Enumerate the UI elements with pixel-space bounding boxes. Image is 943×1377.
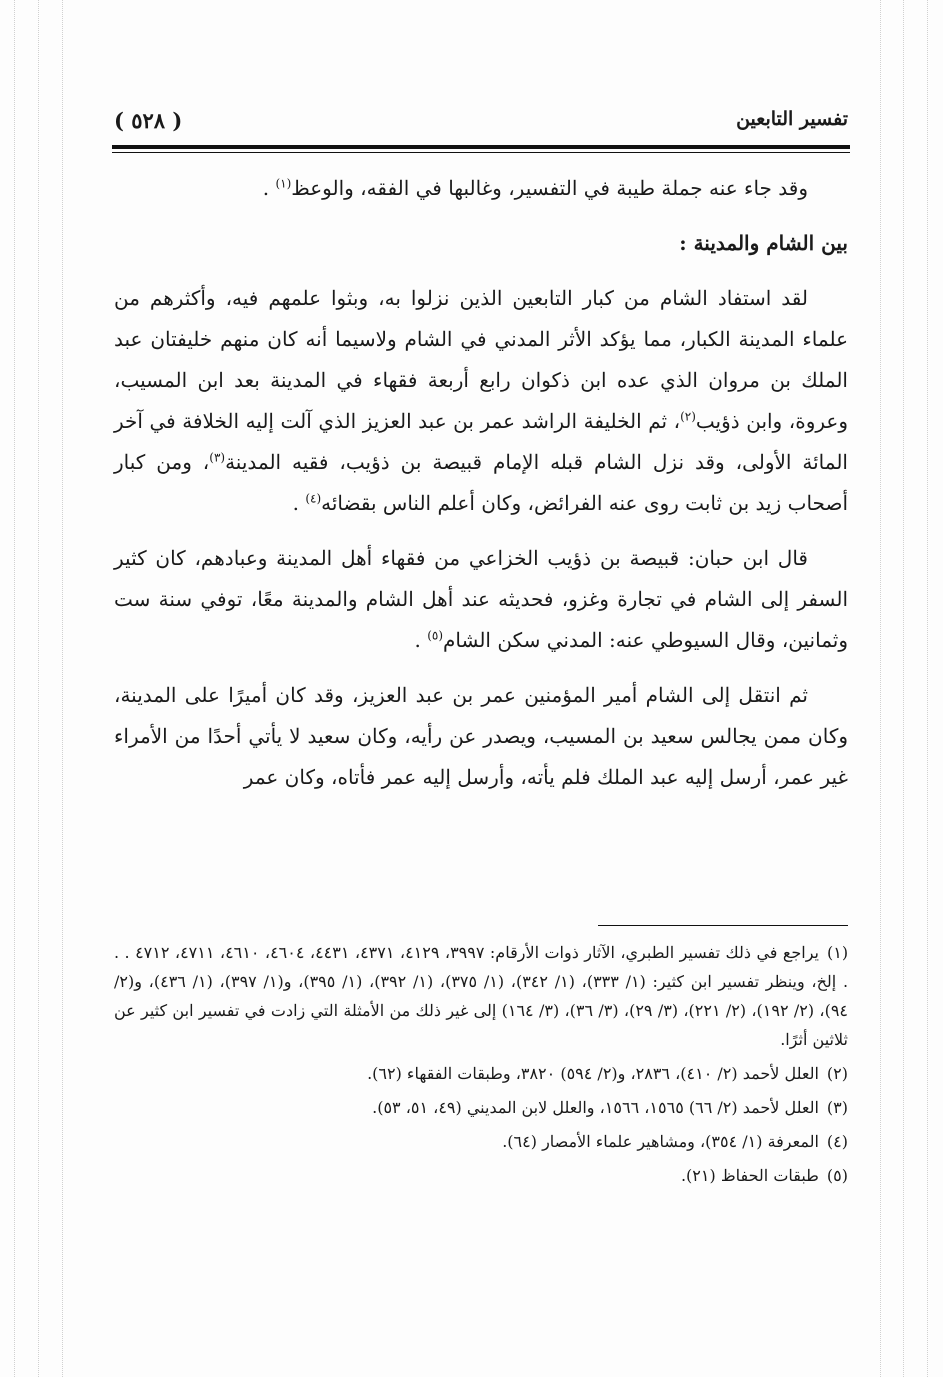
paragraph-2 xyxy=(114,278,848,524)
section-subheading: بين الشام والمدينة : xyxy=(679,231,848,255)
footnote-ref: (٥) xyxy=(427,628,444,643)
footnote-number: (٣) xyxy=(826,1098,848,1117)
header-rule-thin xyxy=(112,152,850,153)
page-number: ( ٥٢٨ ) xyxy=(114,108,183,133)
paragraph-3-text: قال ابن حبان: قبيصة بن ذؤيب الخزاعي من فقهاء أهل المدينة وعبادهم، كان كثير السفر إلى الشام في تجارة وغزو، فحديثه عند أهل الشام والمدينة معًا، توفي سنة ست وثمانين، وقال السيوطي عنه: المدني سكن الشام xyxy=(114,546,848,652)
footnote-item xyxy=(114,1161,848,1190)
footnote-item xyxy=(114,1127,848,1156)
footnote-separator xyxy=(598,925,848,926)
footnote-item xyxy=(114,938,848,1054)
footnote-number: (٥) xyxy=(826,1166,848,1185)
paragraph-2-part-b: ، ثم الخليفة الراشد عمر بن عبد العزيز الذي آلت إليه الخلافة في آخر المائة الأولى، وقد نزل الشام قبله الإمام قبيصة بن ذؤيب، فقيه المدينة xyxy=(114,409,848,474)
header-rule xyxy=(112,145,850,149)
footnotes xyxy=(114,938,848,1195)
paragraph-2-part-c: ، ومن كبار أصحاب زيد بن ثابت روى عنه الفرائض، وكان أعلم الناس بقضائه xyxy=(114,450,848,515)
running-title: تفسير التابعين xyxy=(736,108,848,130)
footnote-text: طبقات الحفاظ (٢١). xyxy=(680,1166,819,1185)
paragraph-1 xyxy=(114,168,848,209)
footnote-ref: (٤) xyxy=(305,491,322,506)
scan-guide-line xyxy=(14,0,15,1377)
paragraph-4: ثم انتقل إلى الشام أمير المؤمنين عمر بن عبد العزيز، وقد كان أميرًا على المدينة، وكان ممن يجالس سعيد بن المسيب، ويصدر عن رأيه، وكان سعيد لا يأتي أحدًا من الأمراء غير عمر، أرسل إليه عبد الملك فلم يأته، وأرسل إليه عمر فأتاه، وكان عمر xyxy=(114,683,848,789)
scan-guide-line xyxy=(38,0,39,1377)
page-header xyxy=(114,108,848,138)
main-text xyxy=(114,168,848,812)
footnote-item xyxy=(114,1059,848,1088)
scan-guide-line xyxy=(903,0,904,1377)
paragraph-3 xyxy=(114,538,848,661)
paragraph-3-end: . xyxy=(414,628,428,652)
scan-guide-line xyxy=(62,0,63,1377)
scan-guide-line xyxy=(880,0,881,1377)
footnote-ref: (٣) xyxy=(209,450,226,465)
footnote-number: (١) xyxy=(827,943,849,962)
footnote-ref: (٢) xyxy=(680,409,696,424)
paragraph-2-end: . xyxy=(292,491,306,515)
footnote-number: (٢) xyxy=(826,1064,848,1083)
scan-guide-line xyxy=(927,0,928,1377)
footnote-number: (٤) xyxy=(826,1132,848,1151)
paragraph-1-text: وقد جاء عنه جملة طيبة في التفسير، وغالبها في الفقه، والوعظ xyxy=(291,176,808,200)
footnote-ref: (١) xyxy=(275,176,292,191)
paragraph-2-part-a: لقد استفاد الشام من كبار التابعين الذين نزلوا به، وبثوا علمهم فيه، وأكثرهم من علماء المدينة الكبار، مما يؤكد الأثر المدني في الشام ولاسيما أنه كان منهم خليفتان عبد الملك بن مروان الذي عده ابن ذكوان رابع أربعة فقهاء في المدينة بعد ابن المسيب، وعروة، وابن ذؤيب xyxy=(114,286,848,433)
footnote-text: العلل لأحمد (٢/ ٦٦) ١٥٦٥، ١٥٦٦، والعلل لابن المديني (٤٩، ٥١، ٥٣). xyxy=(372,1098,819,1117)
footnote-text: العلل لأحمد (٢/ ٤١٠)، ٢٨٣٦، و(٢/ ٥٩٤) ٣٨٢٠، وطبقات الفقهاء (٦٢). xyxy=(367,1064,819,1083)
paragraph-1-end: . xyxy=(262,176,276,200)
footnote-text: يراجع في ذلك تفسير الطبري، الآثار ذوات الأرقام: ٣٩٩٧، ٤١٢٩، ٤٣٧١، ٤٤٣١، ٤٦٠٤، ٤٦١٠، ٤٧١١، ٤٧١٢ . . . إلخ، وينظر تفسير ابن كثير: (١/ ٣٣٣)، (١/ ٣٤٢)، (١/ ٣٧٥)، (١/ ٣٩٢)، (١/ ٣٩٥)، و(١/ ٣٩٧)، (١/ ٤٣٦)، و(٢/ ٩٤)، (٢/ ١٩٢)، (٢/ ٢٢١)، (٣/ ٢٩)، (٣/ ٣٦)، (٣/ ١٦٤) إلى غير ذلك من الأمثلة التي زادت في تفسير ابن كثير عن ثلاثين أثرًا. xyxy=(114,943,849,1049)
footnote-text: المعرفة (١/ ٣٥٤)، ومشاهير علماء الأمصار (٦٤). xyxy=(502,1132,819,1151)
footnote-item xyxy=(114,1093,848,1122)
